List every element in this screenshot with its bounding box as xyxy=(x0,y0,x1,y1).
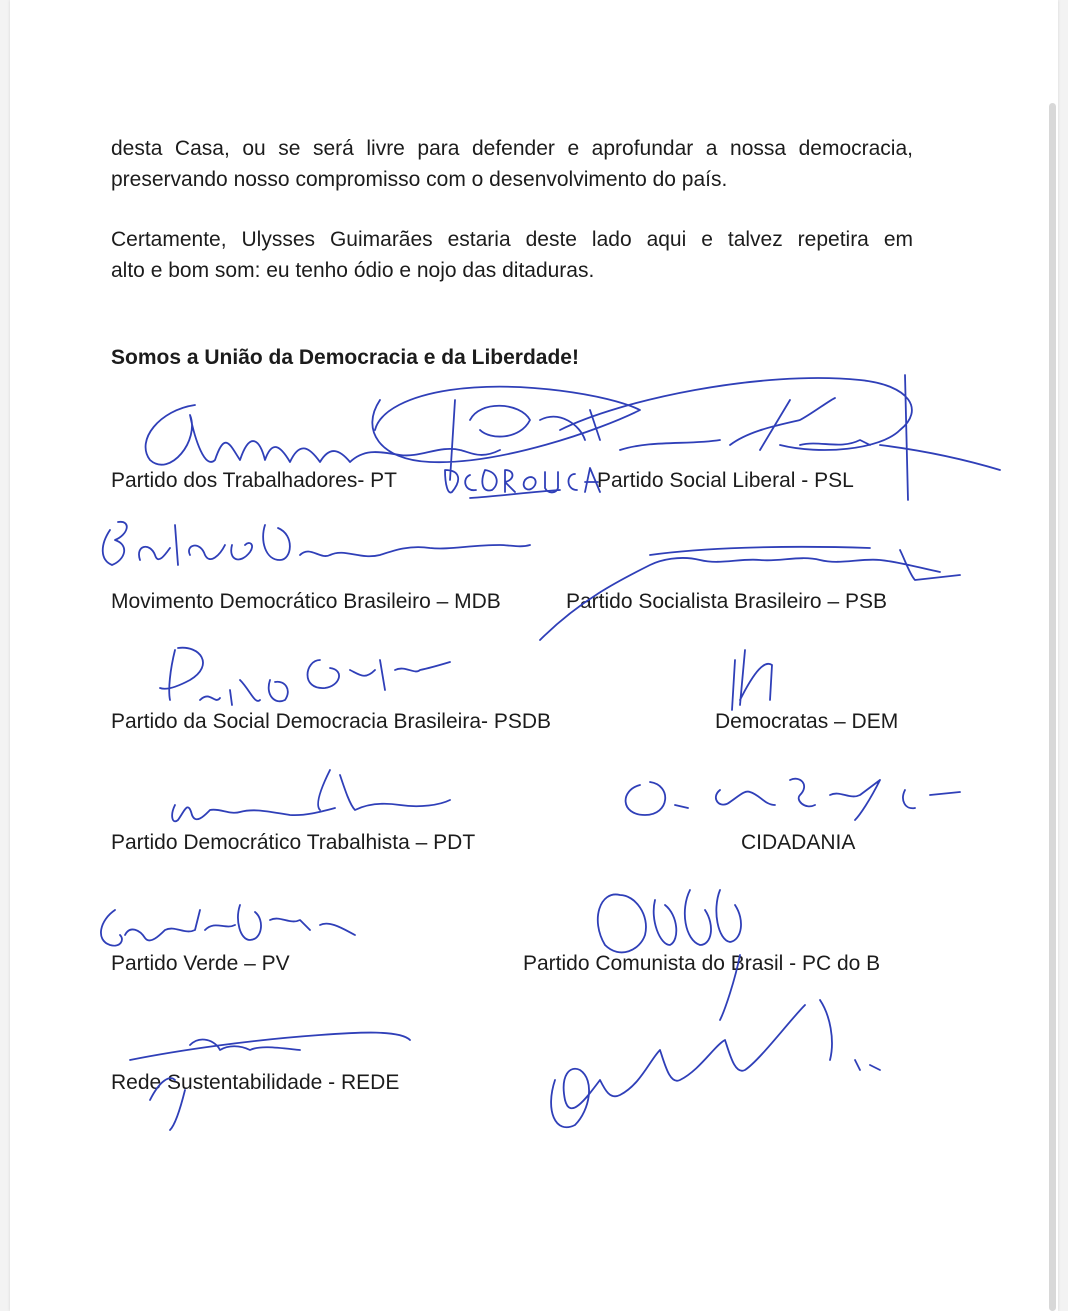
party-label-pcdob: Partido Comunista do Brasil - PC do B xyxy=(523,952,881,975)
paragraph-line: Certamente, Ulysses Guimarães estaria deste lado aqui e talvez repetira em xyxy=(111,228,913,251)
closing-statement: Somos a União da Democracia e da Liberdade! xyxy=(111,346,579,369)
party-label-dem: Democratas – DEM xyxy=(715,710,899,733)
paragraph-line: preservando nosso compromisso com o desenvolvimento do país. xyxy=(111,168,728,191)
paragraph-line: desta Casa, ou se será livre para defender e aprofundar a nossa democracia, xyxy=(111,137,913,160)
party-label-psdb: Partido da Social Democracia Brasileira- PSDB xyxy=(111,710,552,733)
vertical-scrollbar[interactable] xyxy=(1049,103,1056,1311)
party-label-pv: Partido Verde – PV xyxy=(111,952,290,975)
party-label-rede: Rede Sustentabilidade - REDE xyxy=(111,1071,400,1094)
party-label-psb: Partido Socialista Brasileiro – PSB xyxy=(566,590,887,613)
body-paragraph-2 xyxy=(111,224,913,286)
paragraph-line: alto e bom som: eu tenho ódio e nojo das ditaduras. xyxy=(111,259,595,282)
body-paragraph-1 xyxy=(111,133,913,195)
party-label-mdb: Movimento Democrático Brasileiro – MDB xyxy=(111,590,501,613)
party-label-cidadania: CIDADANIA xyxy=(741,831,856,854)
document-page xyxy=(10,0,1058,1311)
party-label-psl: Partido Social Liberal - PSL xyxy=(597,469,854,492)
party-label-pdt: Partido Democrático Trabalhista – PDT xyxy=(111,831,476,854)
party-label-pt: Partido dos Trabalhadores- PT xyxy=(111,469,397,492)
